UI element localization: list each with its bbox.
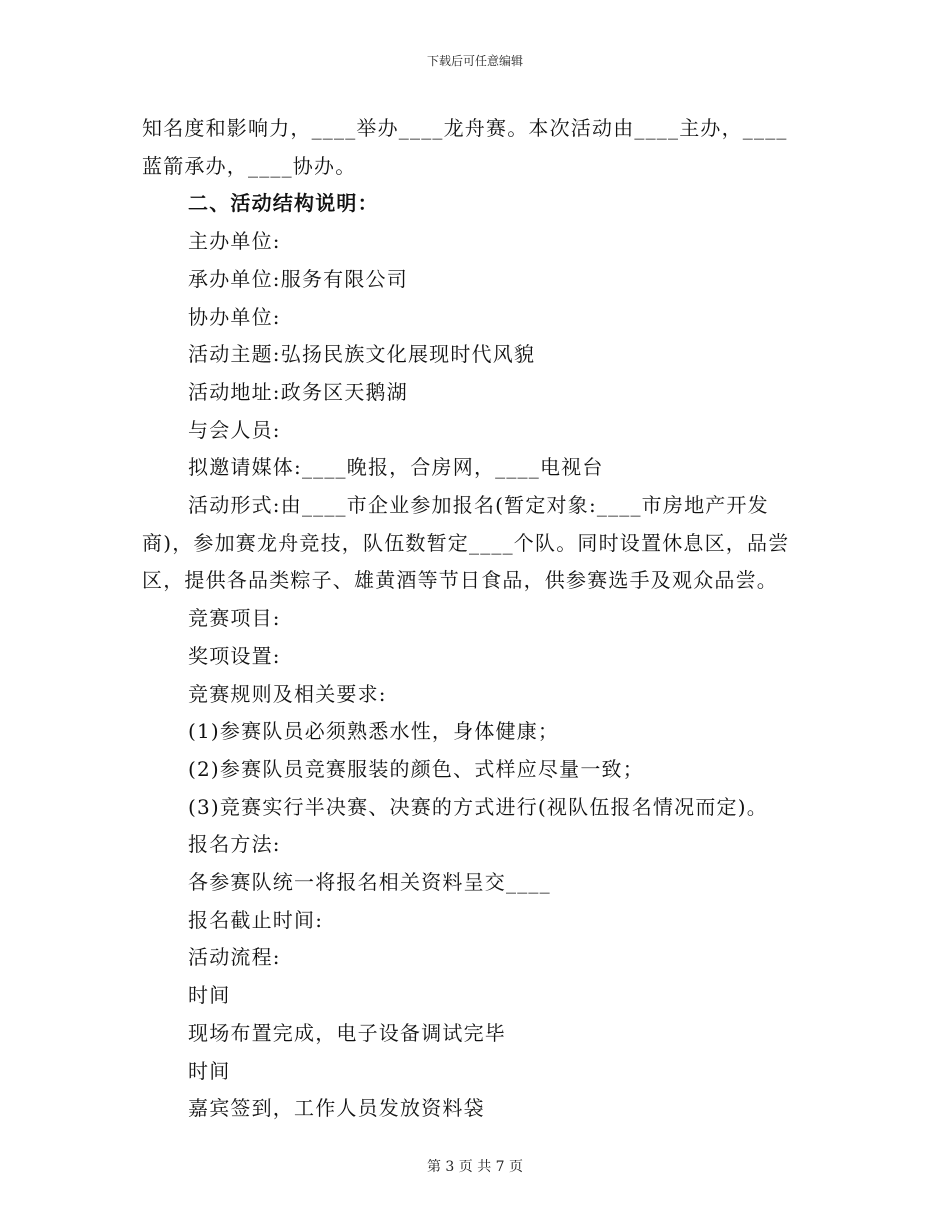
- field-registration-deadline: 报名截止时间:: [188, 907, 324, 932]
- process-step-2: 嘉宾签到，工作人员发放资料袋: [188, 1096, 485, 1121]
- process-time-1: 时间: [188, 983, 231, 1008]
- page-header: 下载后可任意编辑: [426, 54, 523, 68]
- process-time-2: 时间: [188, 1058, 231, 1083]
- rule-item-3: (3)竞赛实行半决赛、决赛的方式进行(视队伍报名情况而定)。: [188, 794, 768, 819]
- field-awards: 奖项设置:: [188, 643, 281, 668]
- field-co-organizer: 协办单位:: [188, 304, 281, 329]
- document-body: [142, 110, 802, 1128]
- field-media: 拟邀请媒体:____晚报，合房网，____电视台: [188, 455, 604, 480]
- field-location: 活动地址:政务区天鹅湖: [188, 379, 408, 404]
- registration-method-detail: 各参赛队统一将报名相关资料呈交____: [188, 870, 551, 895]
- rule-item-1: (1)参赛队员必须熟悉水性，身体健康；: [188, 719, 560, 744]
- section-heading-activity-structure: 二、活动结构说明：: [188, 191, 379, 216]
- rule-item-2: (2)参赛队员竞赛服装的颜色、式样应尽量一致；: [188, 756, 644, 781]
- field-activity-form: 活动形式:由____市企业参加报名(暂定对象:____市房地产开发商)，参加赛龙舟竞技，队伍数暂定____个队。同时设置休息区，品尝区，提供各品类粽子、雄黄酒等节日食品，供参赛选手及观众品尝。: [142, 493, 790, 593]
- field-attendees: 与会人员:: [188, 417, 281, 442]
- field-rules: 竞赛规则及相关要求:: [188, 681, 387, 706]
- field-activity-process: 活动流程:: [188, 945, 281, 970]
- field-host: 主办单位:: [188, 229, 281, 254]
- field-competition-items: 竞赛项目:: [188, 606, 281, 631]
- field-registration-method: 报名方法:: [188, 832, 281, 857]
- field-organizer: 承办单位:服务有限公司: [188, 266, 408, 291]
- paragraph-intro-continued: 知名度和影响力，____举办____龙舟赛。本次活动由____主办，____蓝箭承办，____协办。: [142, 116, 788, 178]
- page-footer: 第 3 页 共 7 页: [426, 1159, 524, 1175]
- process-step-1: 现场布置完成，电子设备调试完毕: [188, 1020, 506, 1045]
- field-theme: 活动主题:弘扬民族文化展现时代风貌: [188, 342, 536, 367]
